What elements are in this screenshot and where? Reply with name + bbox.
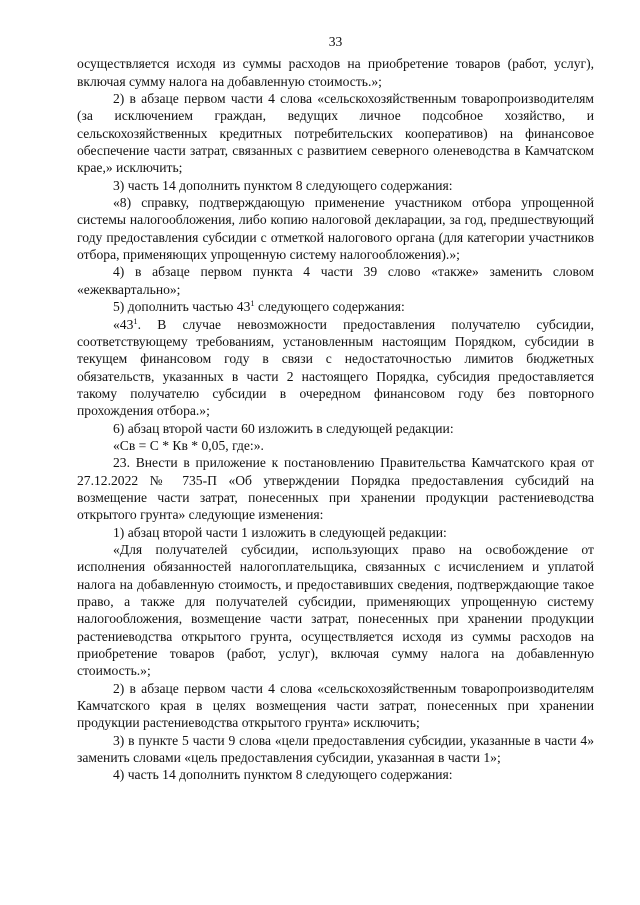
paragraph-text: следующего содержания: <box>254 299 405 315</box>
paragraph: «Св = С * Кв * 0,05, где:». <box>113 437 264 453</box>
paragraph: 2) в абзаце первом части 4 слова «сельскохозяйственным товаропроизводителям Камчатского края в целях возмещения части затрат, понесенных при хранении продукции растениеводства открытого грунта» исключить; <box>77 680 594 731</box>
paragraph <box>77 316 594 420</box>
paragraph: 2) в абзаце первом части 4 слова «сельскохозяйственным товаропроизводителям (за исключением граждан, ведущих личное подсобное хозяйство, и сельскохозяйственных кредитных потребительских кооперативов) на финансовое обеспечение части затрат, связанных с развитием северного оленеводства в Камчатском крае,» исключить; <box>77 91 594 176</box>
paragraph: 6) абзац второй части 60 изложить в следующей редакции: <box>113 420 454 436</box>
paragraph: «Для получателей субсидии, использующих право на освобождение от исполнения обязанностей налогоплательщика, связанных с исчислением и уплатой налога на добавленную стоимость, и предоставивших сведения, подтверждающие такое право, а также для получателей субсидии, применяющих упрощенную систему налогообложения, возмещение части затрат, понесенных при хранении продукции растениеводства открытого грунта, осуществляется исходя из суммы расходов на приобретение товаров (работ, услуг), включая сумму налога на добавленную стоимость.»; <box>77 541 594 679</box>
paragraph-text: 5) дополнить частью 43 <box>113 299 251 315</box>
paragraph-text: «43 <box>113 316 134 332</box>
paragraph: 3) в пункте 5 части 9 слова «цели предоставления субсидии, указанные в части 4» заменить словами «цель предоставления субсидии, указанная в части 1»; <box>77 732 594 766</box>
paragraph: осуществляется исходя из суммы расходов на приобретение товаров (работ, услуг), включая сумму налога на добавленную стоимость.»; <box>77 56 594 89</box>
page-number: 33 <box>328 34 343 49</box>
paragraph: «8) справку, подтверждающую применение участником отбора упрощенной системы налогообложения, либо копию налоговой декларации, за год, предшествующий году предоставления субсидии с отметкой налогового органа (для категории участников отбора, применяющих упрощенную систему налогообложения).»; <box>77 195 594 263</box>
superscript: 1 <box>133 315 138 326</box>
paragraph <box>77 298 594 315</box>
superscript: 1 <box>250 298 255 309</box>
paragraph: 4) часть 14 дополнить пунктом 8 следующего содержания: <box>113 767 453 783</box>
paragraph: 23. Внести в приложение к постановлению Правительства Камчатского края от 27.12.2022 № 735-П «Об утверждении Порядка предоставления субсидий на возмещение части затрат, понесенных при хранении продукции растениеводства открытого грунта» следующие изменения: <box>77 455 594 523</box>
paragraph: 1) абзац второй части 1 изложить в следующей редакции: <box>113 524 447 540</box>
paragraph-text: . В случае невозможности предоставления получателю субсидии, соответствующему требованиям, установленным настоящим Порядком, субсидии в текущем финансовом году в связи с недостаточностью лимитов бюджетных обязательств, указанных в части 2 настоящего Порядка, субсидия предоставляется такому получателю субсидии в очередном финансовом году без повторного прохождения отбора.»; <box>77 316 594 419</box>
paragraph: 3) часть 14 дополнить пунктом 8 следующего содержания: <box>113 177 453 193</box>
paragraph: 4) в абзаце первом пункта 4 части 39 слово «также» заменить словом «ежеквартально»; <box>77 264 594 297</box>
